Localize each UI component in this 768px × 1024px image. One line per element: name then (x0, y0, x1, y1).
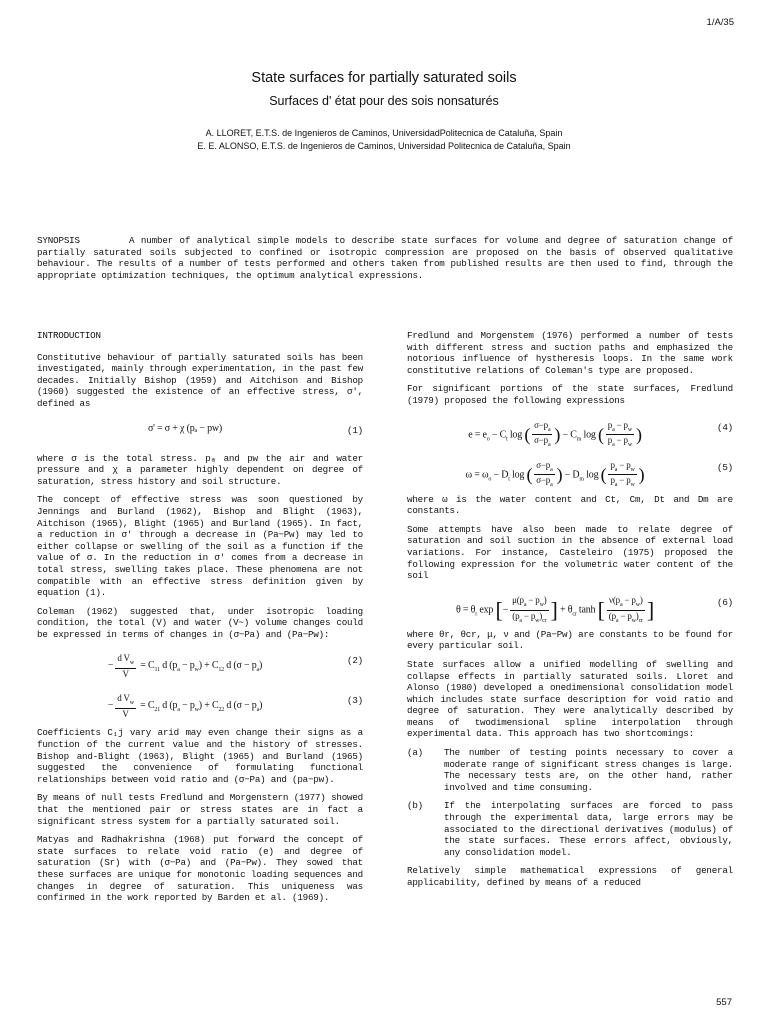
paragraph: State surfaces allow a unified modelling of swelling and collapse effects in partially saturated soils. Lloret and Alonso (1980) developed a onedimensional consolidation model which includes state surface description for void ratio and degree of saturation. They were analytically described by means of twodimensional spline interpolation through experimental data. This approach has two shortcomings: (407, 658, 733, 740)
section-heading: INTRODUCTION (37, 330, 101, 341)
paragraph: where ω is the water content and Ct, Cm, Dt and Dm are constants. (407, 493, 733, 517)
equation-2 (37, 647, 363, 680)
paragraph: where θr, θcr, μ, ν and (Pa−Pw) are constants to be found for every particular soil. (407, 628, 733, 652)
paragraph: Matyas and Radhakrishna (1968) put forward the concept of state surfaces to relate void ratio (e) and degree of saturation (Sr) with (σ−Pa) and (Pa−Pw). They sowed that these surfaces are unique for monotonic loading sequences and changes in degree of saturation. This uniqueness was confirmed in the work reported by Barden et al. (1969). (37, 834, 363, 904)
equation-body: − $\frac{d V_w}{V}$ = $C_{21}$ d $(p_a - p_w) + C_{22}$ d $(\sigma - p_a)$ (107, 693, 263, 720)
equation-number: (1) (347, 424, 363, 436)
equation-5 (407, 454, 733, 489)
equation-6 (407, 589, 733, 624)
paragraph: Coefficients C₁j vary arid may even change their signs as a function of the current value and the history of stresses. Bishop and-Blight (1963), Blight (1965) and Burland (1965) suggested the convenience of formulating functional relationships between void ratio and (σ−Pa) and (pa−pw). (37, 727, 363, 785)
paragraph: Coleman (1962) suggested that, under isotropic loading condition, the total (V) and water (V~) volume changes could be expressed in terms of changes in (σ−Pa) and (Pa−Pw): (37, 605, 363, 640)
paragraph: The concept of effective stress was soon questioned by Jennings and Burland (1962), Bishop and Blight (1963), Aitchison (1965), Blight (1965) and Burland (1965). In fact, a reduction in σ' through a decrease in (Pa−Pw) may led to either collapse or swelling of the soil as a function if the value of σ. In the reduction in σ' comes from a decrease in total stress, swelling takes place. These phenomena are not compatible with an effective stress definition given by equation (1). (37, 494, 363, 599)
list-marker: (b) (407, 800, 423, 812)
page-number: 557 (716, 997, 732, 1008)
equation-1 (37, 417, 363, 443)
page-id: 1/A/35 (706, 17, 734, 28)
equation-number: (4) (717, 421, 733, 433)
paper-subtitle: Surfaces d' état pour des sois nonsaturés (269, 94, 499, 108)
list-marker: (a) (407, 747, 423, 759)
equation-body: $\omega = \omega_o - D_t$ log ( $\frac{\sigma-p_a}{\sigma-p_a}$ ) − $D_m$ log ( $\frac{p_a - p_w}{p_a - p_w}$ ) (465, 459, 645, 489)
paragraph: By means of null tests Fredlund and Morgenstern (1977) showed that the mentioned pair or stress states are in fact a significant stress system for a partially saturated soil. (37, 792, 363, 827)
equation-body: $\theta = \theta_r$ exp [− $\frac{\mu(p_a - p_w)}{(p_a - p_w)_{cr}}$ ] + $\theta_{cr}$ tanh [ $\frac{\nu(p_a - p_w)}{(p_a - p_w)_{cr}}$ ] (456, 594, 654, 624)
equation-3 (37, 687, 363, 720)
author-list (0, 127, 768, 153)
synopsis (37, 235, 733, 281)
paper-title: State surfaces for partially saturated soils (251, 70, 517, 86)
equation-number: (3) (347, 695, 363, 707)
author-line: E. E. ALONSO, E.T.S. de Ingenieros de Caminos, Universidad Politecnica de Cataluña, Spain (197, 141, 571, 151)
list-text: If the interpolating surfaces are forced to pass through the experimental data, large errors may be associated to the directional derivatives (modulus) of the state surfaces. These errors affect, obviously, any consolidation model. (444, 800, 733, 858)
author-line: A. LLORET, E.T.S. de Ingenieros de Caminos, UniversidadPolitecnica de Cataluña, Spain (205, 128, 563, 138)
list-text: The number of testing points necessary to cover a moderate range of significant stress changes is large. The necessary tests are, on the other hand, rather involved and time consuming. (444, 747, 733, 793)
equation-body: $e = e_o - C_t$ log ( $\frac{\sigma-p_a}{\sigma-p_a}$ ) − $C_m$ log ( $\frac{p_a - p_w}{p_a - p_w}$ ) (468, 419, 642, 449)
equation-4 (407, 414, 733, 449)
synopsis-text: A number of analytical simple models to describe state surfaces for volume and degree of saturation change of partially saturated soils subjected to confined or isotropic compression are proposed on the basis of observed qualitative behaviour. The results of a number of tests performed and others taken from published results are then used to find, through the appropriate optimization techniques, the optimum analytical expressions. (37, 235, 733, 281)
synopsis-label: SYNOPSIS (37, 235, 80, 246)
paragraph: Relatively simple mathematical expressions of general applicability, defined by means of a reduced (407, 865, 733, 888)
left-column (37, 330, 363, 911)
list-item (407, 747, 733, 793)
equation-body: σ' = σ + χ (pₐ − pw) (147, 422, 223, 434)
equation-number: (6) (717, 596, 733, 608)
paragraph: Constitutive behaviour of partially saturated soils has been investigated, mainly through experimentation, in the past few decades. Initially Bishop (1959) and Aitchison and Bishop (1960) suggested the existence of an effective stress, σ', defined as (37, 351, 363, 409)
right-column (407, 330, 733, 896)
list-item (407, 800, 733, 858)
paragraph: Some attempts have also been made to relate degree of saturation and soil suction in the absence of external load variations. For instance, Casteleiro (1975) proposed the following expression for the volumetric water content of the soil (407, 523, 733, 582)
equation-number: (5) (717, 461, 733, 473)
equation-body: − $\frac{d V_w}{V}$ = $C_{11}$ d $(p_a - p_w) + C_{12}$ d $(\sigma - p_a)$ (107, 653, 263, 680)
paragraph: Fredlund and Morgenstem (1976) performed a number of tests with different stress and suction paths and emphasized the notorious influence of hystheresis loops. In the same work constitutive relations of Coleman's type are proposed. (407, 330, 733, 376)
paragraph: where σ is the total stress. pₐ and pw the air and water pressure and χ a parameter highly dependent on degree of saturation, stress history and soil structure. (37, 452, 363, 487)
paragraph: For significant portions of the state surfaces, Fredlund (1979) proposed the following expressions (407, 383, 733, 406)
equation-number: (2) (347, 655, 363, 667)
